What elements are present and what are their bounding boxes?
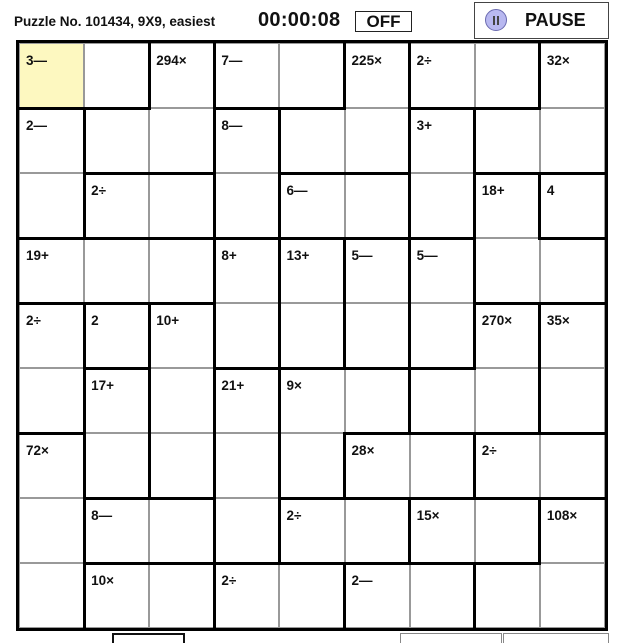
cage-border <box>213 172 216 240</box>
cage-border <box>213 432 216 500</box>
cage-clue: 10× <box>91 573 115 588</box>
grid-cell[interactable] <box>19 238 84 303</box>
grid-cell[interactable] <box>540 368 605 433</box>
cage-border <box>473 172 476 240</box>
grid-cell[interactable] <box>84 238 149 303</box>
cage-border <box>278 562 346 565</box>
grid-cell[interactable] <box>410 368 475 433</box>
grid-cell[interactable] <box>410 303 475 368</box>
cage-border <box>408 497 476 500</box>
cage-border <box>278 497 346 500</box>
grid-cell[interactable] <box>214 43 279 108</box>
grid-cell[interactable] <box>345 433 410 498</box>
cage-border <box>213 237 281 240</box>
cage-border <box>213 237 216 305</box>
grid-cell[interactable] <box>214 173 279 238</box>
grid-cell[interactable] <box>279 108 344 173</box>
grid-cell[interactable] <box>540 563 605 628</box>
cage-border <box>83 367 151 370</box>
cage-clue: 2÷ <box>221 573 237 588</box>
cage-border <box>83 302 151 305</box>
grid-cell[interactable] <box>19 563 84 628</box>
cage-border <box>408 107 476 110</box>
cage-border <box>83 367 86 435</box>
timer: 00:00:08 <box>258 9 341 31</box>
cage-border <box>148 302 216 305</box>
cage-border <box>408 367 476 370</box>
cage-border <box>83 562 151 565</box>
cage-border <box>278 432 281 500</box>
grid-cell[interactable] <box>214 238 279 303</box>
cage-border <box>538 302 541 370</box>
cage-border <box>473 107 541 110</box>
grid-cell[interactable] <box>84 43 149 108</box>
grid-cell[interactable] <box>410 498 475 563</box>
cage-border <box>538 302 606 305</box>
cage-border <box>213 562 216 630</box>
cage-border <box>408 432 476 435</box>
cage-border <box>213 367 216 435</box>
cage-border <box>278 237 346 240</box>
grid-cell[interactable] <box>19 108 84 173</box>
cage-border <box>343 237 411 240</box>
grid-cell[interactable] <box>279 368 344 433</box>
grid-cell[interactable] <box>410 173 475 238</box>
cage-border <box>343 367 411 370</box>
cage-border <box>83 497 151 500</box>
grid-cell[interactable] <box>475 43 540 108</box>
cage-clue: 28× <box>351 443 375 458</box>
grid-cell[interactable] <box>540 238 605 303</box>
cage-border <box>148 432 151 500</box>
cage-clue: 270× <box>481 313 513 328</box>
cage-border <box>213 367 281 370</box>
bottom-button[interactable] <box>112 633 185 643</box>
grid-cell[interactable] <box>345 368 410 433</box>
cage-border <box>83 107 151 110</box>
cage-border <box>213 302 216 370</box>
cage-border <box>278 237 281 305</box>
cage-border <box>83 172 151 175</box>
cage-border <box>278 172 281 240</box>
grid-cell[interactable] <box>279 303 344 368</box>
grid-cell[interactable] <box>475 498 540 563</box>
cage-border <box>408 367 411 435</box>
cage-border <box>473 302 476 370</box>
grid-cell[interactable] <box>214 303 279 368</box>
grid-cell[interactable] <box>540 498 605 563</box>
grid-cell[interactable] <box>475 563 540 628</box>
cage-border <box>148 562 216 565</box>
cage-border <box>408 237 476 240</box>
cage-clue: 18+ <box>481 183 505 198</box>
grid-cell[interactable] <box>84 303 149 368</box>
cage-clue: 8— <box>91 508 113 523</box>
cage-clue: 17+ <box>91 378 115 393</box>
cage-clue: 3+ <box>416 118 433 133</box>
cage-border <box>343 42 346 110</box>
grid-cell[interactable] <box>540 43 605 108</box>
bottom-button[interactable] <box>503 633 609 643</box>
grid-cell[interactable] <box>84 108 149 173</box>
cage-border <box>278 107 281 175</box>
cage-border <box>473 562 541 565</box>
cage-border <box>83 432 86 500</box>
cage-clue: 15× <box>416 508 440 523</box>
cage-border <box>213 107 216 175</box>
cage-border <box>538 42 541 110</box>
cage-border <box>538 432 606 435</box>
cage-border <box>148 237 216 240</box>
cage-clue: 2÷ <box>416 53 432 68</box>
grid-cell[interactable] <box>214 498 279 563</box>
grid-cell[interactable] <box>410 563 475 628</box>
cage-border <box>343 237 346 305</box>
grid-cell[interactable] <box>279 43 344 108</box>
grid-cell[interactable] <box>410 43 475 108</box>
cage-border <box>473 237 476 305</box>
grid-cell[interactable] <box>279 498 344 563</box>
cage-clue: 19+ <box>26 248 49 263</box>
cage-clue: 72× <box>26 443 49 458</box>
cage-clue: 32× <box>546 53 570 68</box>
cage-border <box>473 107 476 175</box>
cage-clue: 21+ <box>221 378 245 393</box>
grid-cell[interactable] <box>214 368 279 433</box>
grid-cell[interactable] <box>149 433 214 498</box>
grid-cell[interactable] <box>84 563 149 628</box>
cage-border <box>83 107 86 175</box>
grid-cell[interactable] <box>279 173 344 238</box>
cage-border <box>538 172 606 175</box>
cage-border <box>473 562 476 630</box>
grid-cell[interactable] <box>410 238 475 303</box>
cage-border <box>278 367 281 435</box>
cage-border <box>213 42 216 110</box>
cage-clue: 2— <box>26 118 48 133</box>
pause-label: PAUSE <box>525 10 586 30</box>
grid-cell[interactable] <box>214 108 279 173</box>
grid-cell[interactable] <box>345 43 410 108</box>
cage-border <box>343 432 411 435</box>
cage-border <box>408 107 411 175</box>
cage-border <box>408 172 411 240</box>
cage-border <box>538 497 541 565</box>
grid-cell[interactable] <box>475 108 540 173</box>
cage-border <box>148 302 151 370</box>
cage-clue: 2— <box>351 573 373 588</box>
grid-cell[interactable] <box>540 108 605 173</box>
cage-border <box>148 497 216 500</box>
cage-border <box>408 497 411 565</box>
cage-border <box>538 497 606 500</box>
cage-border <box>18 107 86 110</box>
puzzle-grid <box>16 40 608 631</box>
cage-border <box>343 562 346 630</box>
grid-cell[interactable] <box>475 238 540 303</box>
grid-cell[interactable] <box>19 43 84 108</box>
cage-clue: 108× <box>546 508 578 523</box>
cage-border <box>343 497 411 500</box>
bottom-button[interactable] <box>400 633 502 643</box>
grid-cell[interactable] <box>345 498 410 563</box>
cage-border <box>18 432 86 435</box>
grid-cell[interactable] <box>214 563 279 628</box>
grid-cell[interactable] <box>19 303 84 368</box>
cage-border <box>213 562 281 565</box>
grid-cell[interactable] <box>410 108 475 173</box>
grid-cell[interactable] <box>345 173 410 238</box>
grid-cell[interactable] <box>149 563 214 628</box>
cage-border <box>473 302 541 305</box>
cage-border <box>343 302 346 370</box>
cage-border <box>538 172 541 240</box>
cage-border <box>83 172 86 240</box>
cage-border <box>473 172 541 175</box>
cage-clue: 6— <box>286 183 308 198</box>
cage-border <box>18 237 86 240</box>
cage-border <box>278 107 346 110</box>
grid-cell[interactable] <box>279 563 344 628</box>
cage-border <box>18 302 86 305</box>
puzzle-title: Puzzle No. 101434, 9X9, easiest <box>14 14 216 29</box>
cage-border <box>343 562 411 565</box>
cage-border <box>278 302 281 370</box>
cage-border <box>83 302 86 370</box>
grid-cell[interactable] <box>149 108 214 173</box>
grid-cell[interactable] <box>279 238 344 303</box>
cage-border <box>213 107 281 110</box>
grid-cell[interactable] <box>410 433 475 498</box>
cage-clue: 35× <box>546 313 570 328</box>
cage-border <box>148 42 151 110</box>
grid-cell[interactable] <box>345 108 410 173</box>
cage-border <box>538 367 541 435</box>
cage-clue: 2÷ <box>91 183 107 198</box>
grid-cell[interactable] <box>149 238 214 303</box>
cage-border <box>148 367 151 435</box>
cage-clue: 2÷ <box>481 443 497 458</box>
grid-cell[interactable] <box>19 173 84 238</box>
cage-clue: 225× <box>351 53 382 68</box>
grid-cell[interactable] <box>149 368 214 433</box>
grid-cell[interactable] <box>345 563 410 628</box>
grid-cell[interactable] <box>19 368 84 433</box>
cage-clue: 7— <box>221 53 243 68</box>
pause-circle-icon <box>485 9 507 31</box>
cage-border <box>148 172 216 175</box>
cage-clue: 8— <box>221 118 243 133</box>
grid-cell[interactable] <box>540 303 605 368</box>
grid-cell[interactable] <box>475 303 540 368</box>
grid-cell[interactable] <box>475 433 540 498</box>
grid-cell[interactable] <box>345 303 410 368</box>
grid-cell[interactable] <box>19 433 84 498</box>
grid-cell[interactable] <box>345 238 410 303</box>
grid-cell[interactable] <box>84 498 149 563</box>
cage-border <box>278 497 281 565</box>
cage-border <box>83 562 86 630</box>
grid-cell[interactable] <box>279 433 344 498</box>
cage-clue: 9× <box>286 378 302 393</box>
cage-clue: 5— <box>351 248 373 263</box>
cage-clue: 10+ <box>156 313 180 328</box>
cage-clue: 2÷ <box>26 313 41 328</box>
cage-border <box>213 497 216 565</box>
cage-clue: 3— <box>26 53 48 68</box>
grid-cell[interactable] <box>84 433 149 498</box>
cage-border <box>343 432 346 500</box>
cage-border <box>408 237 411 305</box>
cage-border <box>278 367 346 370</box>
cage-border <box>473 432 476 500</box>
grid-cell[interactable] <box>540 433 605 498</box>
cage-border <box>473 497 541 500</box>
cage-clue: 4 <box>546 183 555 198</box>
cage-border <box>83 497 86 565</box>
pause-button[interactable] <box>474 2 609 39</box>
grid-cell[interactable] <box>84 368 149 433</box>
grid-cell[interactable] <box>149 498 214 563</box>
cage-border <box>408 562 476 565</box>
grid-cell[interactable] <box>149 303 214 368</box>
cage-border <box>408 302 411 370</box>
cage-clue: 294× <box>156 53 187 68</box>
cage-border <box>83 237 151 240</box>
timer-toggle-button[interactable]: OFF <box>355 11 412 32</box>
grid-cell[interactable] <box>214 433 279 498</box>
grid-cell[interactable] <box>540 173 605 238</box>
grid-cell[interactable] <box>19 498 84 563</box>
grid-cell[interactable] <box>149 43 214 108</box>
cage-border <box>473 432 541 435</box>
grid-cell[interactable] <box>475 368 540 433</box>
cage-border <box>408 42 411 110</box>
cage-clue: 5— <box>416 248 438 263</box>
grid-cell[interactable] <box>84 173 149 238</box>
cage-clue: 8+ <box>221 248 237 263</box>
cage-border <box>343 172 411 175</box>
cage-clue: 13+ <box>286 248 310 263</box>
cage-clue: 2 <box>91 313 99 328</box>
grid-cell[interactable] <box>149 173 214 238</box>
cage-clue: 2÷ <box>286 508 302 523</box>
cage-border <box>538 237 606 240</box>
cage-border <box>278 172 346 175</box>
grid-cell[interactable] <box>475 173 540 238</box>
